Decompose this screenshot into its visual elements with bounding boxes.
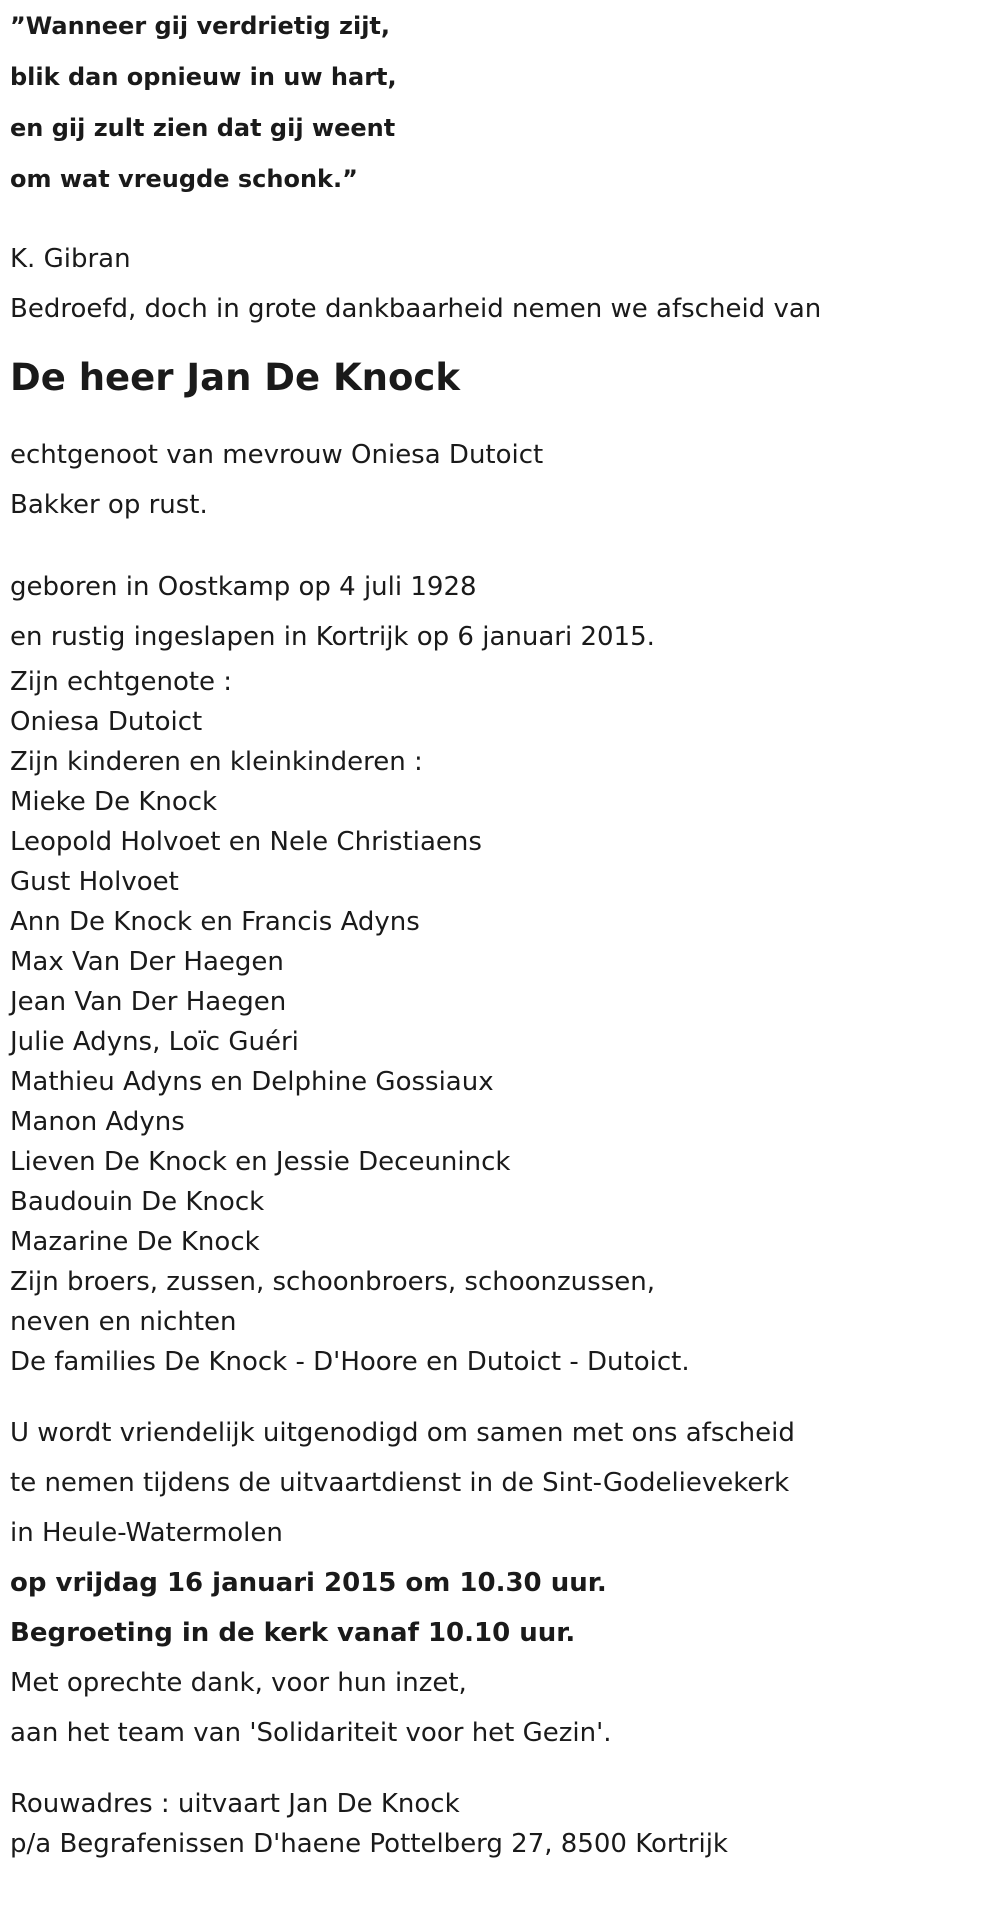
family-line: Julie Adyns, Loïc Guéri xyxy=(10,1027,299,1057)
obituary-page xyxy=(0,1,1000,1914)
family-line: Lieven De Knock en Jessie Deceuninck xyxy=(10,1147,511,1177)
address-line: Rouwadres : uitvaart Jan De Knock xyxy=(10,1789,460,1819)
greeting-time: Begroeting in de kerk vanaf 10.10 uur. xyxy=(10,1618,576,1648)
service-date-time: op vrijdag 16 januari 2015 om 10.30 uur. xyxy=(10,1568,607,1598)
quote-line-1: ”Wanneer gij verdrietig zijt, xyxy=(10,12,391,40)
invitation-line: te nemen tijdens de uitvaartdienst in de Sint-Godelievekerk xyxy=(10,1468,790,1498)
quote-line-4: om wat vreugde schonk.” xyxy=(10,165,358,193)
family-line: Zijn kinderen en kleinkinderen : xyxy=(10,747,423,777)
family-line: Gust Holvoet xyxy=(10,867,179,897)
family-line: Mieke De Knock xyxy=(10,787,218,817)
intro-text: Bedroefd, doch in grote dankbaarheid nemen we afscheid van xyxy=(10,294,822,324)
family-line: Baudouin De Knock xyxy=(10,1187,265,1217)
family-line: Mazarine De Knock xyxy=(10,1227,260,1257)
family-line: Leopold Holvoet en Nele Christiaens xyxy=(10,827,482,857)
family-line: Mathieu Adyns en Delphine Gossiaux xyxy=(10,1067,494,1097)
family-line: Ann De Knock en Francis Adyns xyxy=(10,907,420,937)
address-block xyxy=(10,1784,1000,1864)
family-line: neven en nichten xyxy=(10,1307,237,1337)
family-line: Jean Van Der Haegen xyxy=(10,987,287,1017)
invitation-line: in Heule-Watermolen xyxy=(10,1518,283,1548)
birth-line: geboren in Oostkamp op 4 juli 1928 xyxy=(10,572,477,602)
spouse-line: echtgenoot van mevrouw Oniesa Dutoict xyxy=(10,440,544,470)
family-line: De families De Knock - D'Hoore en Dutoict - Dutoict. xyxy=(10,1347,690,1377)
family-line: Oniesa Dutoict xyxy=(10,707,203,737)
profession-line: Bakker op rust. xyxy=(10,490,208,520)
address-line: p/a Begrafenissen D'haene Pottelberg 27, 8500 Kortrijk xyxy=(10,1829,728,1859)
thanks-line: aan het team van 'Solidariteit voor het Gezin'. xyxy=(10,1718,612,1748)
service-block xyxy=(10,1408,1000,1758)
family-line: Zijn broers, zussen, schoonbroers, schoonzussen, xyxy=(10,1267,655,1297)
family-line: Zijn echtgenote : xyxy=(10,667,233,697)
deceased-name: De heer Jan De Knock xyxy=(10,356,460,399)
family-list xyxy=(10,662,1000,1382)
family-line: Max Van Der Haegen xyxy=(10,947,284,977)
invitation-line: U wordt vriendelijk uitgenodigd om samen met ons afscheid xyxy=(10,1418,795,1448)
quote-block xyxy=(10,1,1000,204)
quote-author: K. Gibran xyxy=(10,244,131,274)
family-line: Manon Adyns xyxy=(10,1107,185,1137)
thanks-line: Met oprechte dank, voor hun inzet, xyxy=(10,1668,467,1698)
quote-line-3: en gij zult zien dat gij weent xyxy=(10,114,396,142)
death-line: en rustig ingeslapen in Kortrijk op 6 januari 2015. xyxy=(10,622,655,652)
quote-line-2: blik dan opnieuw in uw hart, xyxy=(10,63,397,91)
